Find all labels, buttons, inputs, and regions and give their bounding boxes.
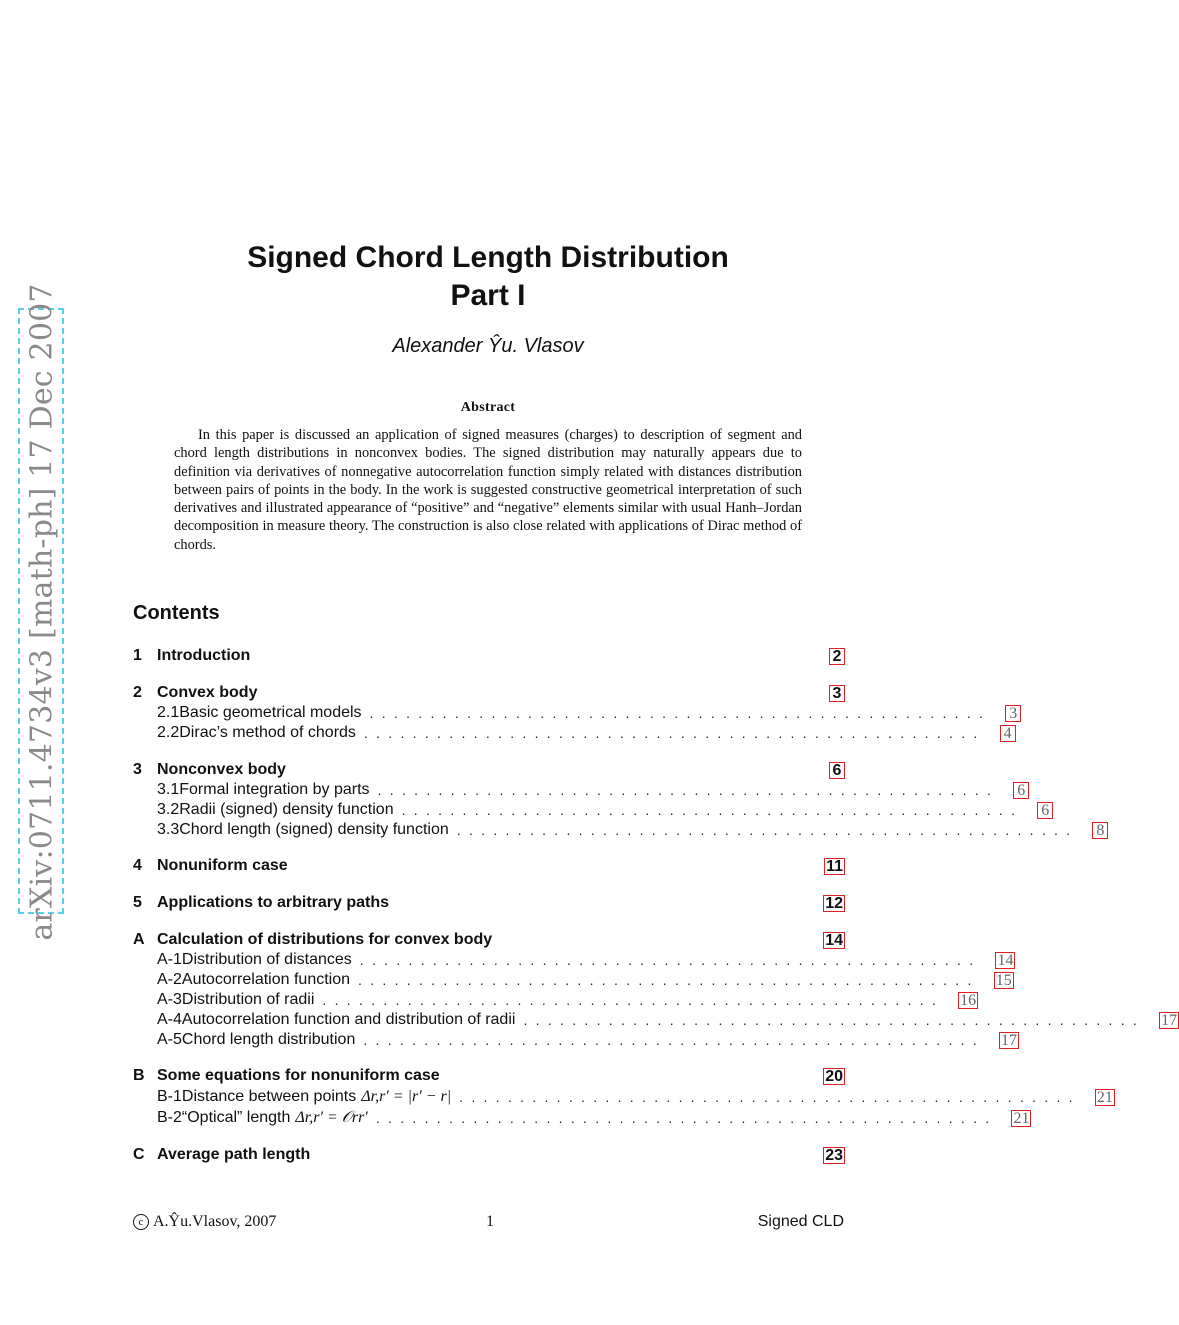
toc-number: 2 xyxy=(133,684,142,701)
toc-dot-leader: ................................................... xyxy=(523,1012,1146,1028)
toc-page-link[interactable]: 14 xyxy=(825,931,843,949)
toc-subsection-a-1[interactable] xyxy=(133,950,1014,970)
paper-title: Signed Chord Length Distribution xyxy=(247,241,729,274)
abstract-body: In this paper is discussed an application of signed measures (charges) to description of segment and chord length distributions in nonconvex bodies. The signed distribution may naturally appears due to definition via derivatives of nonnegative autocorrelation function simply related with distances distribution between pairs of points in the body. In the work is suggested constructive geometrical interpretation of such derivatives and illustrated appearance of “positive” and “negative” elements similar with usual Hanh–Jordan decomposition in measure theory. The construction is also close related with applications of Dirac method of chords. xyxy=(174,427,802,553)
toc-subsection-a-4[interactable] xyxy=(133,1010,1178,1030)
toc-number: A-5 xyxy=(157,1031,182,1048)
toc-title: Autocorrelation function and distribution of radii xyxy=(181,1011,516,1028)
toc-subsection-2-1[interactable] xyxy=(133,703,1018,723)
toc-dot-leader: ................................................... xyxy=(363,725,986,741)
toc-number: B xyxy=(133,1067,145,1084)
toc-title: Chord length (signed) density function xyxy=(179,821,449,838)
toc-title: Distribution of radii xyxy=(181,991,315,1008)
toc-page-link[interactable]: 12 xyxy=(825,894,843,912)
author: Alexander Ŷu. Vlasov xyxy=(392,335,584,357)
toc-title: Convex body xyxy=(157,684,258,701)
toc-number: A-2 xyxy=(157,971,182,988)
toc-math-expression: Δr,r′ = 𝒪rr′ xyxy=(295,1109,368,1126)
toc-page-link[interactable]: 3 xyxy=(829,685,845,702)
toc-page-link[interactable]: 14 xyxy=(997,951,1014,969)
toc-subsection-a-3[interactable] xyxy=(133,990,977,1010)
toc-title: Introduction xyxy=(157,647,251,664)
toc-subsection-3-3[interactable] xyxy=(133,820,1105,840)
toc-title: Radii (signed) density function xyxy=(179,801,394,818)
toc-subsection-b-2[interactable] xyxy=(133,1108,1030,1128)
toc-subsection-3-2[interactable] xyxy=(133,800,1050,820)
toc-title: Nonconvex body xyxy=(157,761,286,778)
toc-page-link[interactable]: 21 xyxy=(1013,1109,1030,1127)
toc-page-link[interactable]: 6 xyxy=(829,762,845,779)
abstract-heading: Abstract xyxy=(460,400,516,415)
toc-subsection-3-1[interactable] xyxy=(133,780,1026,800)
toc-math-expression: Δr,r′ = |r′ − r| xyxy=(361,1088,452,1105)
toc-appendix-b[interactable] xyxy=(133,1066,845,1086)
toc-page-link[interactable]: 2 xyxy=(829,648,845,665)
toc-section-5[interactable] xyxy=(133,893,845,913)
toc-title: Nonuniform case xyxy=(157,857,288,874)
toc-subsection-a-2[interactable] xyxy=(133,970,1012,990)
page-number: 1 xyxy=(486,1213,494,1230)
toc-number: 5 xyxy=(133,894,142,911)
toc-number: A-3 xyxy=(157,991,182,1008)
toc-dot-leader: ................................................... xyxy=(322,992,945,1008)
toc-title: Basic geometrical models xyxy=(179,704,362,721)
footer-author: A.Ŷu.Vlasov, 2007 xyxy=(153,1213,277,1230)
toc-page-link[interactable]: 6 xyxy=(1013,782,1029,799)
copyright-icon: c xyxy=(133,1214,149,1230)
toc-number: C xyxy=(133,1146,145,1163)
toc-subsection-b-1[interactable] xyxy=(133,1087,1113,1107)
toc-title: Calculation of distributions for convex body xyxy=(157,931,493,948)
toc-number: 3 xyxy=(133,761,142,778)
toc-page-link[interactable]: 16 xyxy=(960,991,977,1009)
arxiv-identifier: arXiv:0711.4734v3 [math-ph] 17 Dec 2007 xyxy=(24,283,60,941)
toc-section-3[interactable] xyxy=(133,760,845,780)
toc-dot-leader: ................................................... xyxy=(459,1089,1081,1105)
footer-running-title: Signed CLD xyxy=(757,1213,844,1230)
toc-page-link[interactable]: 6 xyxy=(1037,802,1053,819)
toc-number: B-1 xyxy=(157,1088,182,1105)
toc-section-1[interactable] xyxy=(133,646,845,666)
toc-number: 3.2 xyxy=(157,801,180,818)
toc-page-link[interactable]: 8 xyxy=(1092,822,1108,839)
toc-title: Formal integration by parts xyxy=(179,781,370,798)
toc-dot-leader: ................................................... xyxy=(359,952,982,968)
toc-dot-leader: ................................................... xyxy=(369,705,992,721)
toc-number: A-1 xyxy=(157,951,182,968)
toc-page-link[interactable]: 3 xyxy=(1005,705,1021,722)
toc-number: A-4 xyxy=(157,1011,182,1028)
toc-page-link[interactable]: 15 xyxy=(995,971,1012,989)
toc-number: 1 xyxy=(133,647,142,664)
toc-number: 3.3 xyxy=(157,821,180,838)
toc-dot-leader: ................................................... xyxy=(363,1032,986,1048)
toc-page-link[interactable]: 17 xyxy=(1001,1031,1018,1049)
toc-number: 2.1 xyxy=(157,704,180,721)
toc-title: Applications to arbitrary paths xyxy=(157,894,390,911)
toc-page-link[interactable]: 4 xyxy=(1000,725,1016,742)
toc-number: 4 xyxy=(133,857,142,874)
toc-number: A xyxy=(133,931,145,948)
toc-page-link[interactable]: 23 xyxy=(825,1146,843,1164)
toc-section-4[interactable] xyxy=(133,856,845,876)
toc-title: Some equations for nonuniform case xyxy=(157,1067,440,1084)
toc-dot-leader: ................................................... xyxy=(377,782,1000,798)
toc-appendix-c[interactable] xyxy=(133,1145,845,1165)
toc-page-link[interactable]: 21 xyxy=(1096,1088,1113,1106)
toc-subsection-2-2[interactable] xyxy=(133,723,1012,743)
toc-title: “Optical” length xyxy=(181,1109,291,1126)
toc-title: Dirac’s method of chords xyxy=(179,724,356,741)
toc-title: Autocorrelation function xyxy=(181,971,351,988)
toc-number: B-2 xyxy=(157,1109,182,1126)
toc-section-2[interactable] xyxy=(133,683,845,703)
toc-dot-leader: ................................................... xyxy=(375,1110,998,1126)
toc-number: 2.2 xyxy=(157,724,180,741)
toc-title: Distance between points xyxy=(181,1088,357,1105)
toc-page-link[interactable]: 17 xyxy=(1161,1011,1178,1029)
toc-dot-leader: ................................................... xyxy=(456,822,1079,838)
toc-page-link[interactable]: 11 xyxy=(826,857,843,875)
toc-dot-leader: ................................................... xyxy=(401,802,1024,818)
toc-number: 3.1 xyxy=(157,781,180,798)
toc-dot-leader: ................................................... xyxy=(358,972,980,988)
toc-subsection-a-5[interactable] xyxy=(133,1030,1018,1050)
toc-title: Distribution of distances xyxy=(181,951,352,968)
toc-appendix-a[interactable] xyxy=(133,930,845,950)
paper-subtitle: Part I xyxy=(450,279,526,312)
toc-title: Average path length xyxy=(157,1146,311,1163)
toc-page-link[interactable]: 20 xyxy=(825,1067,843,1085)
contents-heading: Contents xyxy=(133,602,220,624)
toc-title: Chord length distribution xyxy=(181,1031,356,1048)
